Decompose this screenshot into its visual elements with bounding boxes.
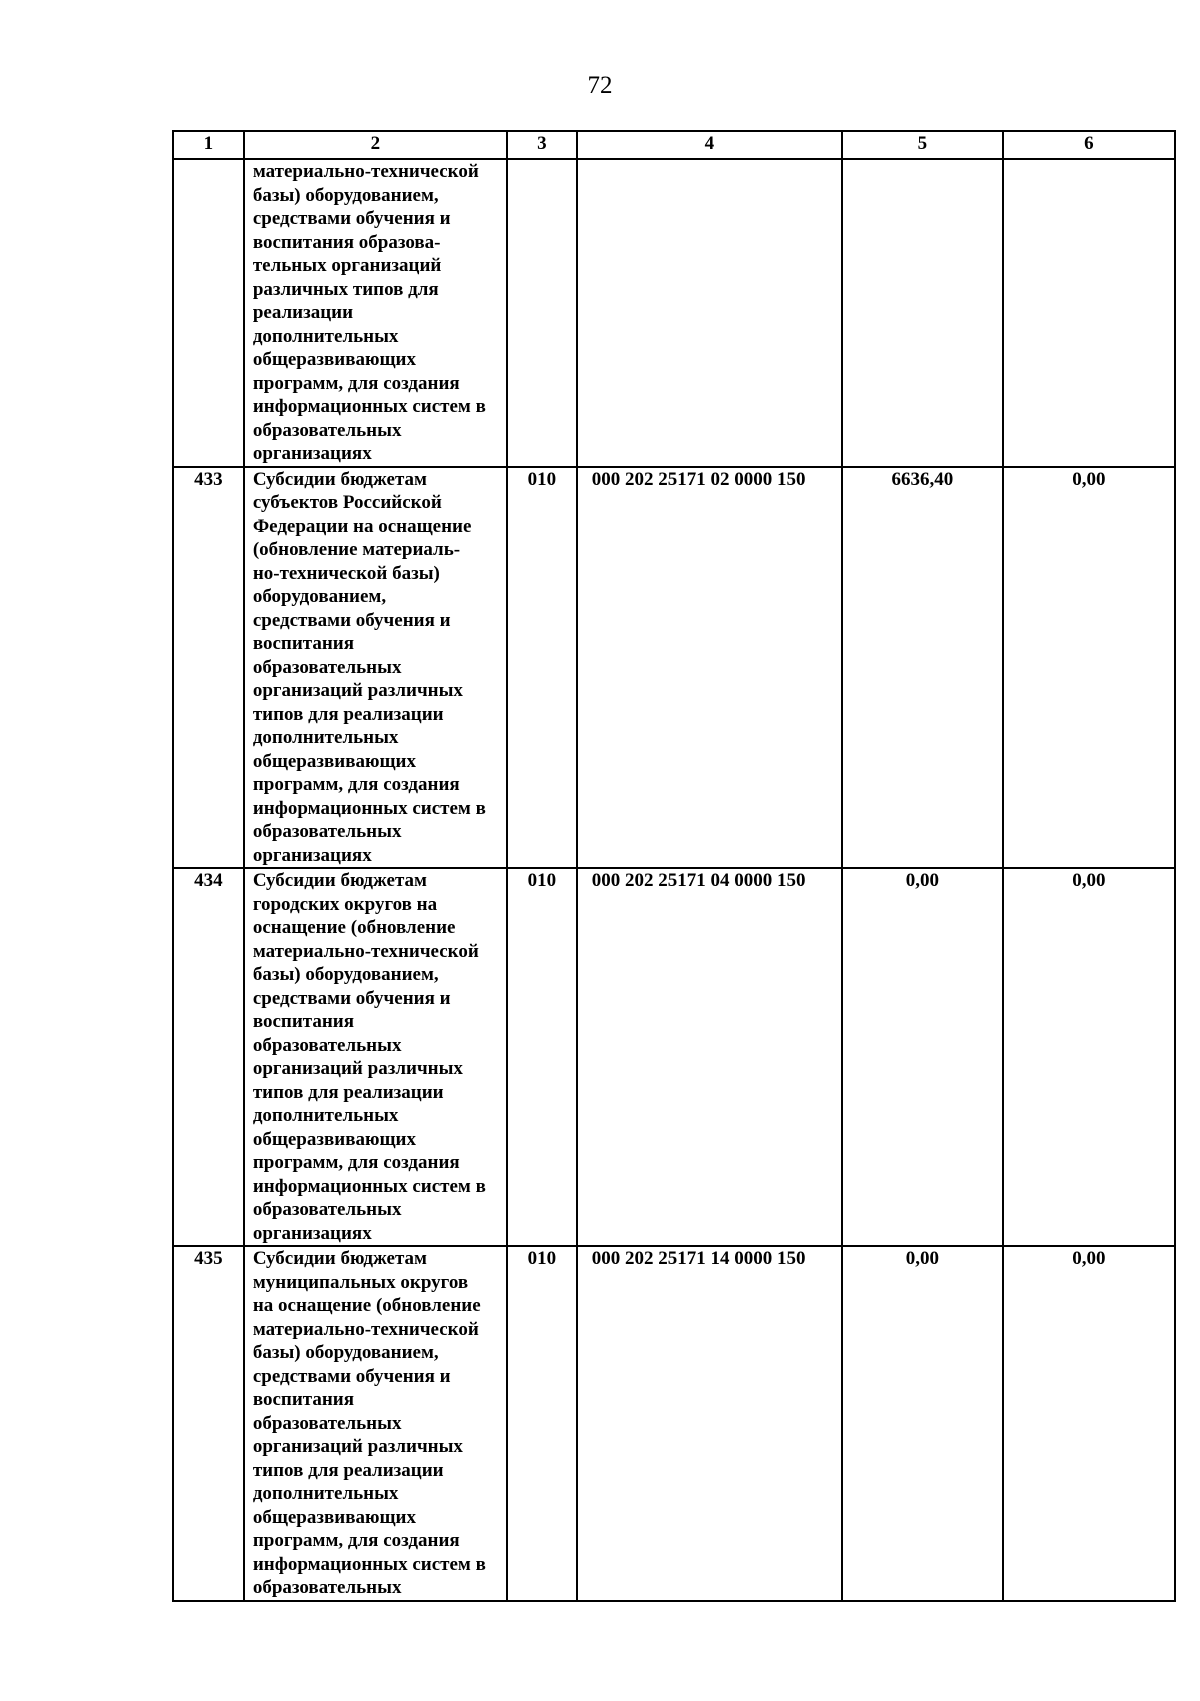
description-line: оснащение (обновление — [252, 917, 456, 938]
description-line: организациях — [252, 443, 372, 464]
table-row — [173, 1246, 1175, 1601]
description-line: образовательных — [252, 1199, 402, 1220]
description-line: образовательных — [252, 821, 402, 842]
row-number — [173, 159, 244, 467]
description-line: организациях — [252, 844, 372, 866]
description-line: дополнительных — [252, 325, 399, 347]
header-col-6: 6 — [1003, 131, 1175, 159]
description-line: тельных организаций — [252, 255, 442, 276]
amount-col-5: 6636,40 — [842, 467, 1003, 869]
budget-classification-code: 000 202 25171 04 0000 150 — [577, 868, 842, 1246]
header-col-2: 2 — [244, 131, 507, 159]
description-line: воспитания — [252, 1011, 355, 1032]
description-line: типов для реализации — [252, 1081, 444, 1103]
amount-col-5: 0,00 — [842, 868, 1003, 1246]
description-line: реализации — [252, 302, 354, 323]
budget-classification-code — [577, 159, 842, 467]
description-line: информационных систем в — [252, 1175, 486, 1197]
table-row — [173, 868, 1175, 1246]
admin-code — [507, 159, 577, 467]
description-line: информационных систем в — [252, 797, 486, 819]
description-line: образовательных — [252, 656, 402, 678]
table-header-row — [173, 131, 1175, 159]
budget-classification-code: 000 202 25171 14 0000 150 — [577, 1246, 842, 1601]
description-line: различных типов для — [252, 278, 439, 300]
description-line: субъектов Российской — [252, 492, 442, 513]
header-col-5: 5 — [842, 131, 1003, 159]
description-line: средствами обучения и — [252, 987, 451, 1009]
description-line: образовательных — [252, 419, 402, 441]
description-line: типов для реализации — [252, 1459, 444, 1481]
description-line: материально-технической — [252, 1318, 479, 1340]
row-number: 434 — [173, 868, 244, 1246]
description-line: дополнительных — [252, 1105, 399, 1126]
description-line: Субсидии бюджетам — [252, 870, 427, 891]
description-line: программ, для создания — [252, 1152, 460, 1173]
header-col-4: 4 — [577, 131, 842, 159]
description-line: материально-технической — [252, 940, 479, 962]
row-number: 433 — [173, 467, 244, 869]
description-line: Федерации на оснащение — [252, 515, 472, 537]
page-number: 72 — [587, 72, 613, 99]
description-line: организаций различных — [252, 680, 463, 701]
description-line: на оснащение (обновление — [252, 1295, 481, 1316]
amount-col-6: 0,00 — [1003, 868, 1175, 1246]
row-description — [244, 159, 507, 467]
description-line: дополнительных — [252, 727, 399, 748]
description-line: общеразвивающих — [252, 349, 416, 370]
description-line: (обновление материаль- — [252, 539, 461, 560]
description-line: информационных систем в — [252, 1553, 486, 1575]
description-line: городских округов на — [252, 893, 438, 915]
description-line: дополнительных — [252, 1483, 399, 1504]
description-line: материально-технической — [252, 161, 479, 182]
description-line: средствами обучения и — [252, 208, 451, 229]
row-description — [244, 1246, 507, 1601]
description-line: воспитания — [252, 633, 355, 654]
description-line: программ, для создания — [252, 1530, 460, 1551]
row-description — [244, 868, 507, 1246]
description-line: оборудованием, — [252, 586, 387, 607]
amount-col-5 — [842, 159, 1003, 467]
description-line: средствами обучения и — [252, 1365, 451, 1387]
header-col-3: 3 — [507, 131, 577, 159]
description-line: организациях — [252, 1222, 372, 1244]
description-line: типов для реализации — [252, 703, 444, 725]
admin-code: 010 — [507, 868, 577, 1246]
description-line: Субсидии бюджетам — [252, 1248, 427, 1269]
row-number: 435 — [173, 1246, 244, 1601]
admin-code: 010 — [507, 467, 577, 869]
description-line: программ, для создания — [252, 774, 460, 795]
amount-col-6 — [1003, 159, 1175, 467]
description-line: базы) оборудованием, — [252, 964, 439, 985]
description-line: образовательных — [252, 1034, 402, 1056]
description-line: организаций различных — [252, 1436, 463, 1457]
header-col-1: 1 — [173, 131, 244, 159]
amount-col-6: 0,00 — [1003, 467, 1175, 869]
budget-table — [172, 130, 1176, 1602]
amount-col-6: 0,00 — [1003, 1246, 1175, 1601]
table-body — [173, 159, 1175, 1601]
description-line: общеразвивающих — [252, 1506, 416, 1528]
admin-code: 010 — [507, 1246, 577, 1601]
description-line: образовательных — [252, 1412, 402, 1434]
description-line: общеразвивающих — [252, 750, 416, 772]
budget-classification-code: 000 202 25171 02 0000 150 — [577, 467, 842, 869]
row-description — [244, 467, 507, 869]
table-row — [173, 467, 1175, 869]
description-line: организаций различных — [252, 1058, 463, 1079]
description-line: муниципальных округов — [252, 1271, 469, 1293]
description-line: но-технической базы) — [252, 562, 440, 584]
description-line: программ, для создания — [252, 372, 460, 394]
description-line: общеразвивающих — [252, 1128, 416, 1150]
description-line: воспитания образова- — [252, 231, 441, 253]
description-line: воспитания — [252, 1389, 355, 1410]
description-line: базы) оборудованием, — [252, 1342, 439, 1363]
description-line: средствами обучения и — [252, 609, 451, 631]
description-line: образовательных — [252, 1577, 402, 1598]
amount-col-5: 0,00 — [842, 1246, 1003, 1601]
description-line: базы) оборудованием, — [252, 184, 439, 206]
description-line: информационных систем в — [252, 396, 486, 417]
table-row — [173, 159, 1175, 467]
description-line: Субсидии бюджетам — [252, 468, 427, 490]
